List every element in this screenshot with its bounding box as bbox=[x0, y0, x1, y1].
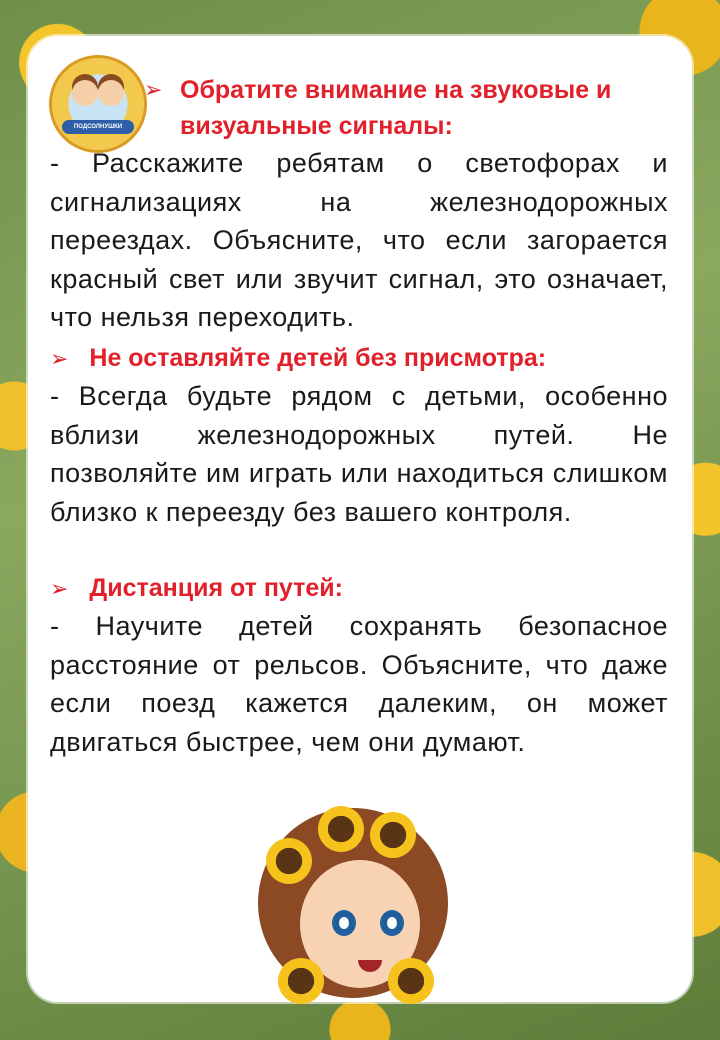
section-heading bbox=[50, 72, 668, 144]
section-distance bbox=[50, 570, 668, 761]
sunflower-icon bbox=[278, 958, 324, 1004]
section-heading bbox=[50, 340, 668, 377]
heading-text: Обратите внимание на звуковые и визуальные сигналы: bbox=[180, 76, 612, 140]
left-eye bbox=[332, 910, 356, 936]
sunflower-icon bbox=[266, 838, 312, 884]
section-body: - Научите детей сохранять безопасное расстояние от рельсов. Объясните, что даже если поезд кажется далеким, он может двигаться быстрее, чем они думают. bbox=[50, 611, 668, 757]
sunflower-girl-illustration bbox=[248, 798, 458, 1008]
arrow-bullet-icon: ➢ bbox=[50, 346, 69, 371]
right-eye bbox=[380, 910, 404, 936]
sunflower-icon bbox=[388, 958, 434, 1004]
arrow-bullet-icon: ➢ bbox=[144, 77, 163, 102]
arrow-bullet-icon: ➢ bbox=[50, 576, 69, 601]
sunflower-icon bbox=[370, 812, 416, 858]
section-body: - Всегда будьте рядом с детьми, особенно вблизи железнодорожных путей. Не позволяйте им играть или находиться слишком близко к переезду без вашего контроля. bbox=[50, 381, 668, 527]
sunflower-icon bbox=[318, 806, 364, 852]
section-heading bbox=[50, 570, 668, 607]
heading-text: Дистанция от путей: bbox=[89, 574, 343, 602]
logo-ribbon: ПОДСОЛНУШКИ bbox=[62, 120, 134, 134]
section-body: - Расскажите ребятам о светофорах и сигнализациях на железнодорожных переездах. Объясните, что если загорается красный свет или звучит сигнал, это означает, что нельзя переходить. bbox=[50, 148, 668, 332]
heading-text: Не оставляйте детей без присмотра: bbox=[89, 344, 547, 372]
section-signals bbox=[50, 72, 668, 337]
section-supervision bbox=[50, 340, 668, 531]
